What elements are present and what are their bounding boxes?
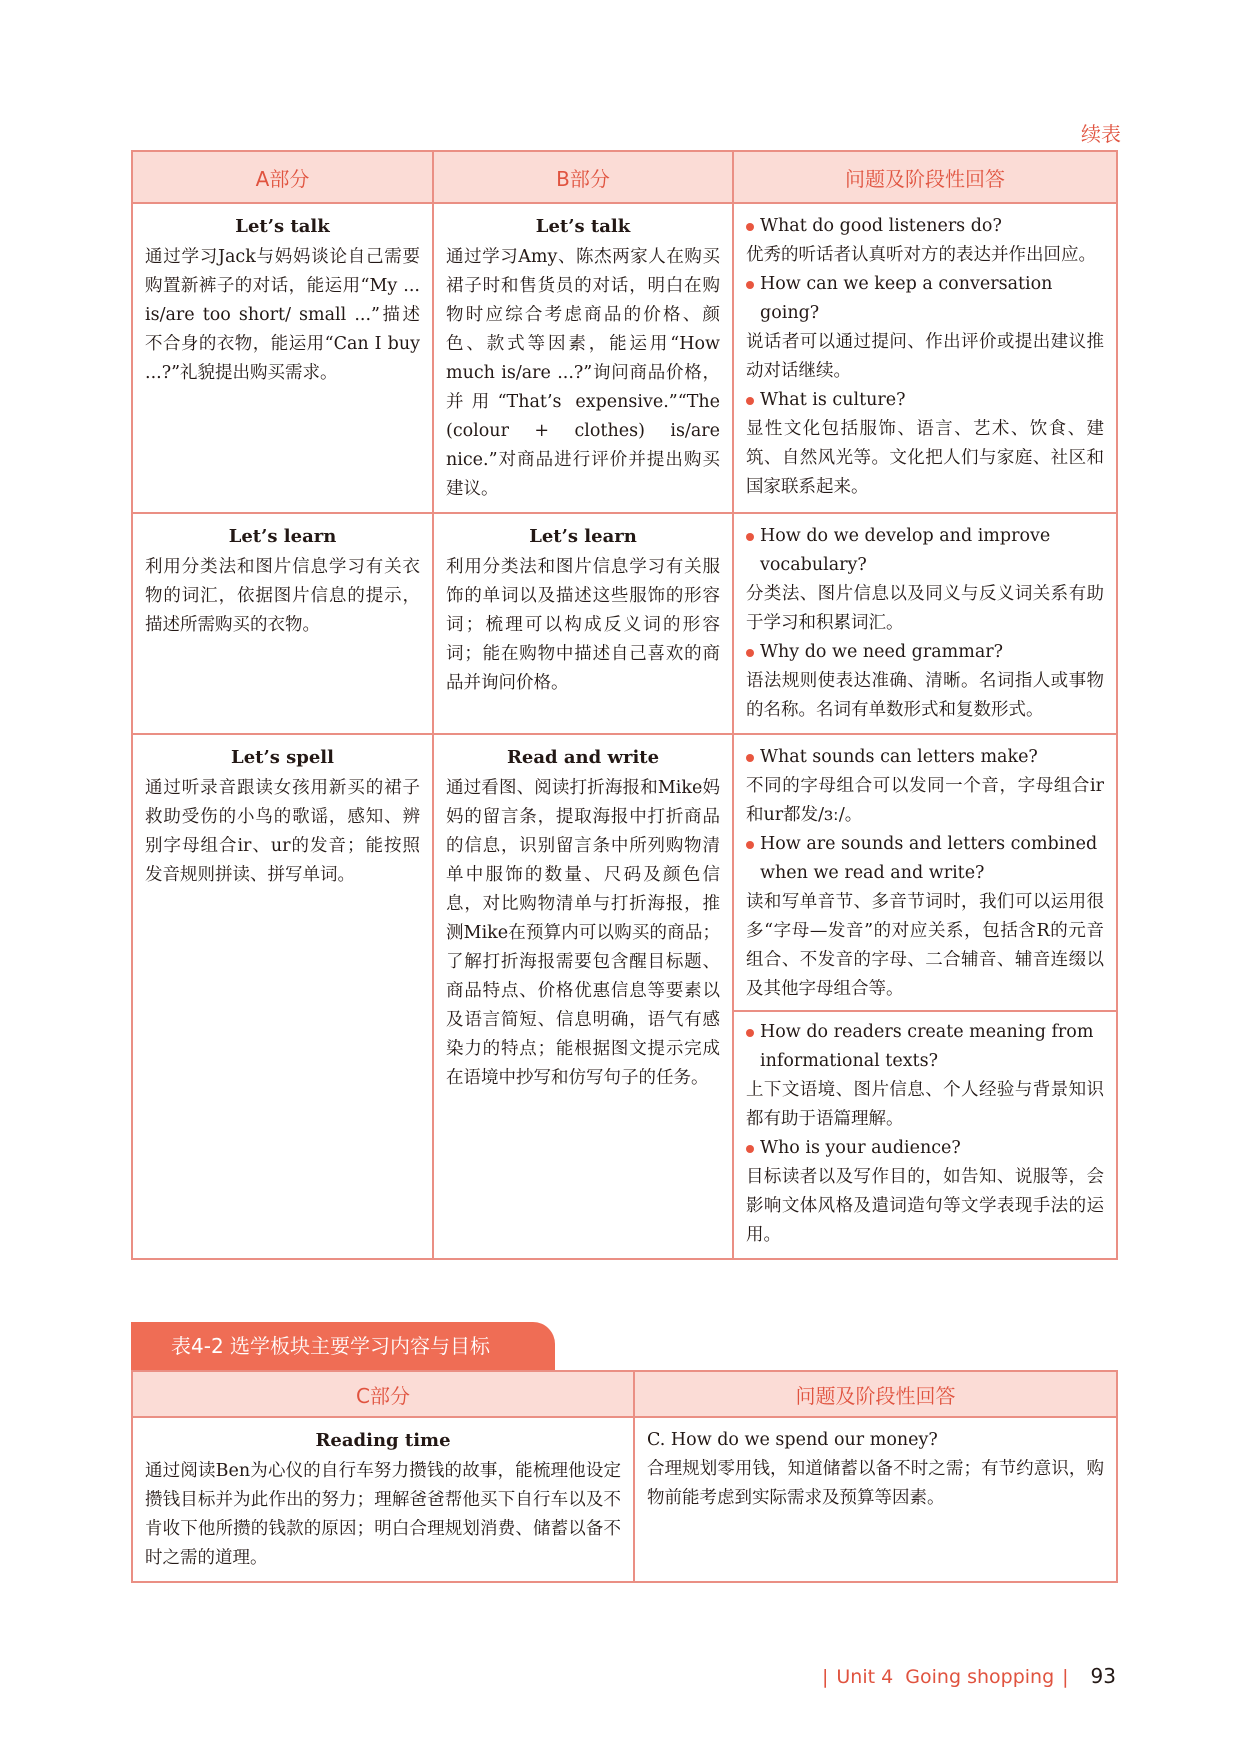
cell-part-c: [132, 1417, 634, 1582]
answer-text: 目标读者以及写作目的，如告知、说服等，会影响文体风格及遣词造句等文学表现手法的运用。: [746, 1167, 1104, 1245]
answer-text: 不同的字母组合可以发同一个音，字母组合ir和ur都发/ɜː/。: [746, 776, 1104, 825]
page-number: 93: [1090, 1664, 1116, 1688]
question-item: [746, 830, 1104, 1004]
table-row: [132, 513, 1117, 734]
question-text: How do we develop and improve vocabulary?: [760, 526, 1051, 575]
section-title: Let’s learn: [529, 526, 637, 547]
answer-text: 上下文语境、图片信息、个人经验与背景知识都有助于语篇理解。: [746, 1080, 1104, 1129]
question-item: [746, 386, 1104, 502]
header-questions: 问题及阶段性回答: [733, 151, 1117, 203]
question-item: [746, 638, 1104, 725]
answer-text: 优秀的听话者认真听对方的表达并作出回应。: [746, 245, 1096, 265]
cell-part-b: [433, 734, 733, 1259]
question-text: How are sounds and letters combined when we read and write?: [760, 834, 1098, 883]
cell-part-a: [132, 513, 433, 734]
answer-text: 语法规则使表达准确、清晰。名词指人或事物的名称。名词有单数形式和复数形式。: [746, 671, 1104, 720]
continued-label: 续表: [1081, 122, 1121, 146]
question-text: Who is your audience?: [760, 1138, 961, 1158]
question-text: Why do we need grammar?: [760, 642, 1004, 662]
table-header-row: [132, 151, 1117, 203]
cell-part-a: [132, 203, 433, 513]
cell-part-b: [433, 513, 733, 734]
section-title: Let’s spell: [231, 747, 334, 768]
bullet-dot-icon: [746, 397, 754, 405]
bullet-dot-icon: [746, 649, 754, 657]
header-part-c: C部分: [132, 1371, 634, 1417]
bullet-dot-icon: [746, 533, 754, 541]
section-text: 通过学习Jack与妈妈谈论自己需要购置新裤子的对话，能运用“My ... is/are too short/ small ...”描述不合身的衣物，能运用“Can I buy ...?”礼貌提出购买需求。: [145, 247, 420, 383]
content-table-continued: [131, 150, 1118, 1260]
elective-content-table: [131, 1370, 1118, 1583]
bullet-dot-icon: [746, 223, 754, 231]
page-footer: | Unit 4 Going shopping | 93: [821, 1664, 1116, 1688]
footer-unit: Unit 4: [836, 1666, 894, 1688]
question-item: [746, 270, 1104, 386]
section-text: 利用分类法和图片信息学习有关衣物的词汇，依据图片信息的提示，描述所需购买的衣物。: [145, 557, 420, 635]
section-text: 利用分类法和图片信息学习有关服饰的单词以及描述这些服饰的形容词；梳理可以构成反义词的形容词；能在购物中描述自己喜欢的商品并询问价格。: [446, 557, 720, 693]
section-text: 通过学习Amy、陈杰两家人在购买裙子时和售货员的对话，明白在购物时应综合考虑商品的价格、颜色、款式等因素，能运用“How much is/are ...?”询问商品价格，并用“That’s expensive.”“The (colour + clothes) is/are nice.”对商品进行评价并提出购买建议。: [446, 247, 720, 499]
header-part-b: B部分: [433, 151, 733, 203]
answer-text: 读和写单音节、多音节词时，我们可以运用很多“字母—发音”的对应关系，包括含R的元音组合、不发音的字母、二合辅音、辅音连缀以及其他字母组合等。: [746, 892, 1104, 999]
question-item: [746, 743, 1104, 830]
section-text: 通过听录音跟读女孩用新买的裙子救助受伤的小鸟的歌谣，感知、辨别字母组合ir、ur的发音；能按照发音规则拼读、拼写单词。: [145, 778, 420, 885]
section-text: 通过看图、阅读打折海报和Mike妈妈的留言条，提取海报中打折商品的信息，识别留言条中所列购物清单中服饰的数量、尺码及颜色信息，对比购物清单与打折海报，推测Mike在预算内可以购买的商品；了解打折海报需要包含醒目标题、商品特点、价格优惠信息等要素以及语言简短、信息明确，语气有感染力的特点；能根据图文提示完成在语境中抄写和仿写句子的任务。: [446, 778, 720, 1088]
cell-questions: [733, 203, 1117, 513]
section-text: 通过阅读Ben为心仪的自行车努力攒钱的故事，能梳理他设定攒钱目标并为此作出的努力；理解爸爸帮他买下自行车以及不肯收下他所攒的钱款的原因；明白合理规划消费、储蓄以备不时之需的道理。: [145, 1461, 621, 1568]
answer-text: 显性文化包括服饰、语言、艺术、饮食、建筑、自然风光等。文化把人们与家庭、社区和国家联系起来。: [746, 419, 1104, 497]
table-header-row: [132, 1371, 1117, 1417]
table-caption: 表4-2 选学板块主要学习内容与目标: [131, 1322, 555, 1370]
answer-text: 说话者可以通过提问、作出评价或提出建议推动对话继续。: [746, 332, 1104, 381]
bullet-dot-icon: [746, 1029, 754, 1037]
question-text: C. How do we spend our money?: [647, 1430, 938, 1450]
table-row: [132, 1417, 1117, 1582]
cell-part-a: [132, 734, 433, 1259]
answer-text: 分类法、图片信息以及同义与反义词关系有助于学习和积累词汇。: [746, 584, 1104, 633]
question-item: [746, 1018, 1104, 1134]
section-title: Read and write: [506, 747, 660, 768]
bullet-dot-icon: [746, 281, 754, 289]
section-title: Let’s talk: [535, 216, 631, 237]
bullet-dot-icon: [746, 754, 754, 762]
section-title: Let’s learn: [228, 526, 337, 547]
question-text: What do good listeners do?: [760, 216, 1002, 236]
cell-questions: [733, 734, 1117, 1259]
cell-divider: [734, 1010, 1116, 1250]
bullet-dot-icon: [746, 1145, 754, 1153]
cell-questions: [733, 513, 1117, 734]
question-text: What is culture?: [760, 390, 906, 410]
answer-text: 合理规划零用钱，知道储蓄以备不时之需；有节约意识，购物前能考虑到实际需求及预算等因素。: [647, 1459, 1104, 1508]
question-text: How do readers create meaning from informational texts?: [760, 1022, 1094, 1071]
table-row: [132, 734, 1117, 1259]
cell-part-b: [433, 203, 733, 513]
section-title: Let’s talk: [235, 216, 330, 237]
bullet-dot-icon: [746, 841, 754, 849]
table-row: [132, 203, 1117, 513]
question-text: What sounds can letters make?: [760, 747, 1038, 767]
footer-title: Going shopping: [905, 1666, 1055, 1688]
section-title: Reading time: [315, 1430, 451, 1451]
cell-questions: [634, 1417, 1117, 1582]
question-text: How can we keep a conversation going?: [760, 274, 1053, 323]
question-item: [746, 522, 1104, 638]
header-part-a: A部分: [132, 151, 433, 203]
question-item: [746, 1134, 1104, 1250]
header-questions: 问题及阶段性回答: [634, 1371, 1117, 1417]
question-item: [746, 212, 1104, 270]
